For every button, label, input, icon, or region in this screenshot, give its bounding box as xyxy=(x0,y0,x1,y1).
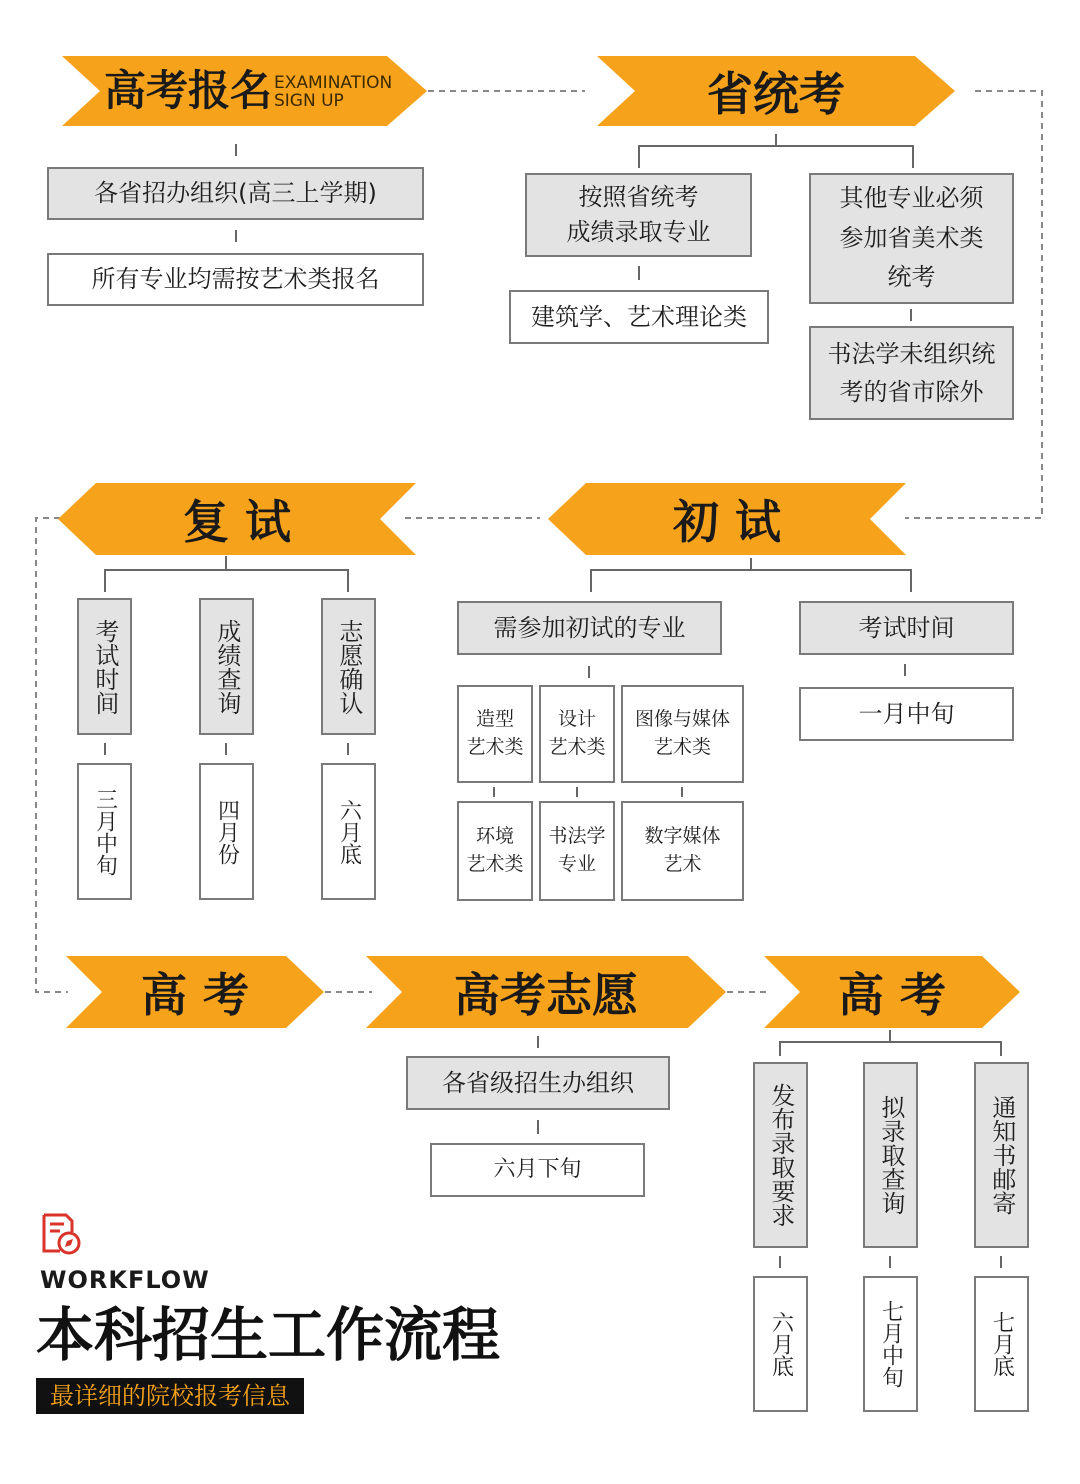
stage6-value: 六月下旬 xyxy=(430,1143,645,1197)
stage-banner-reexam xyxy=(58,483,416,555)
stage4-label: 成绩查询 xyxy=(199,598,254,735)
stage-title: 高考志愿 xyxy=(454,968,638,1022)
document-compass-icon xyxy=(40,1212,82,1256)
stage-banner-gaokao xyxy=(66,956,324,1028)
stage3-majors-header: 需参加初试的专业 xyxy=(457,601,722,655)
stage-title: 高 考 xyxy=(837,968,946,1022)
stage7-label: 拟录取查询 xyxy=(863,1062,918,1248)
stage7-label: 通知书邮寄 xyxy=(974,1062,1029,1248)
stage2-right-box: 其他专业必须 参加省美术类 统考 xyxy=(809,173,1014,304)
stage4-value: 三月中旬 xyxy=(77,763,132,900)
stage7-value: 七月底 xyxy=(974,1276,1029,1412)
stage3-major-item: 数字媒体 艺术 xyxy=(621,801,744,901)
stage3-major-item: 图像与媒体 艺术类 xyxy=(621,685,744,783)
stage1-item-requirement: 所有专业均需按艺术类报名 xyxy=(47,253,424,306)
stage1-item-organizer: 各省招办组织(高三上学期) xyxy=(47,167,424,220)
stage4-label: 志愿确认 xyxy=(321,598,376,735)
stage3-major-item: 环境 艺术类 xyxy=(457,801,533,901)
stage-banner-registration xyxy=(62,56,427,126)
stage-banner-preliminary xyxy=(548,483,906,555)
stage-title: 高 考 xyxy=(140,968,249,1022)
stage-title: 高考报名 xyxy=(104,66,273,115)
stage6-item: 各省级招生办组织 xyxy=(406,1056,670,1110)
stage4-label: 考试时间 xyxy=(77,598,132,735)
stage-subtitle-line1: EXAMINATION xyxy=(274,73,393,93)
stage3-major-item: 造型 艺术类 xyxy=(457,685,533,783)
stage2-left-sub: 建筑学、艺术理论类 xyxy=(509,290,769,344)
stage3-time-value: 一月中旬 xyxy=(799,687,1014,741)
footer-label: WORKFLOW xyxy=(40,1266,210,1294)
stage-title: 初 试 xyxy=(672,495,781,549)
stage7-label: 发布录取要求 xyxy=(753,1062,808,1248)
footer-title: 本科招生工作流程 xyxy=(36,1301,501,1369)
stage4-value: 四月份 xyxy=(199,763,254,900)
stage3-time-header: 考试时间 xyxy=(799,601,1014,655)
stage-banner-provincial-exam xyxy=(597,56,955,126)
stage4-value: 六月底 xyxy=(321,763,376,900)
stage2-right-sub: 书法学未组织统 考的省市除外 xyxy=(809,326,1014,420)
stage-banner-application xyxy=(366,956,726,1028)
stage3-major-item: 书法学 专业 xyxy=(539,801,615,901)
stage2-left-box: 按照省统考 成绩录取专业 xyxy=(525,173,752,257)
stage-title: 省统考 xyxy=(707,67,845,121)
stage7-value: 六月底 xyxy=(753,1276,808,1412)
stage7-value: 七月中旬 xyxy=(863,1276,918,1412)
stage-banner-admission xyxy=(764,956,1020,1028)
footer-tagline: 最详细的院校报考信息 xyxy=(36,1378,304,1414)
stage3-major-item: 设计 艺术类 xyxy=(539,685,615,783)
stage-subtitle-line2: SIGN UP xyxy=(274,91,344,111)
stage-title: 复 试 xyxy=(182,495,291,549)
